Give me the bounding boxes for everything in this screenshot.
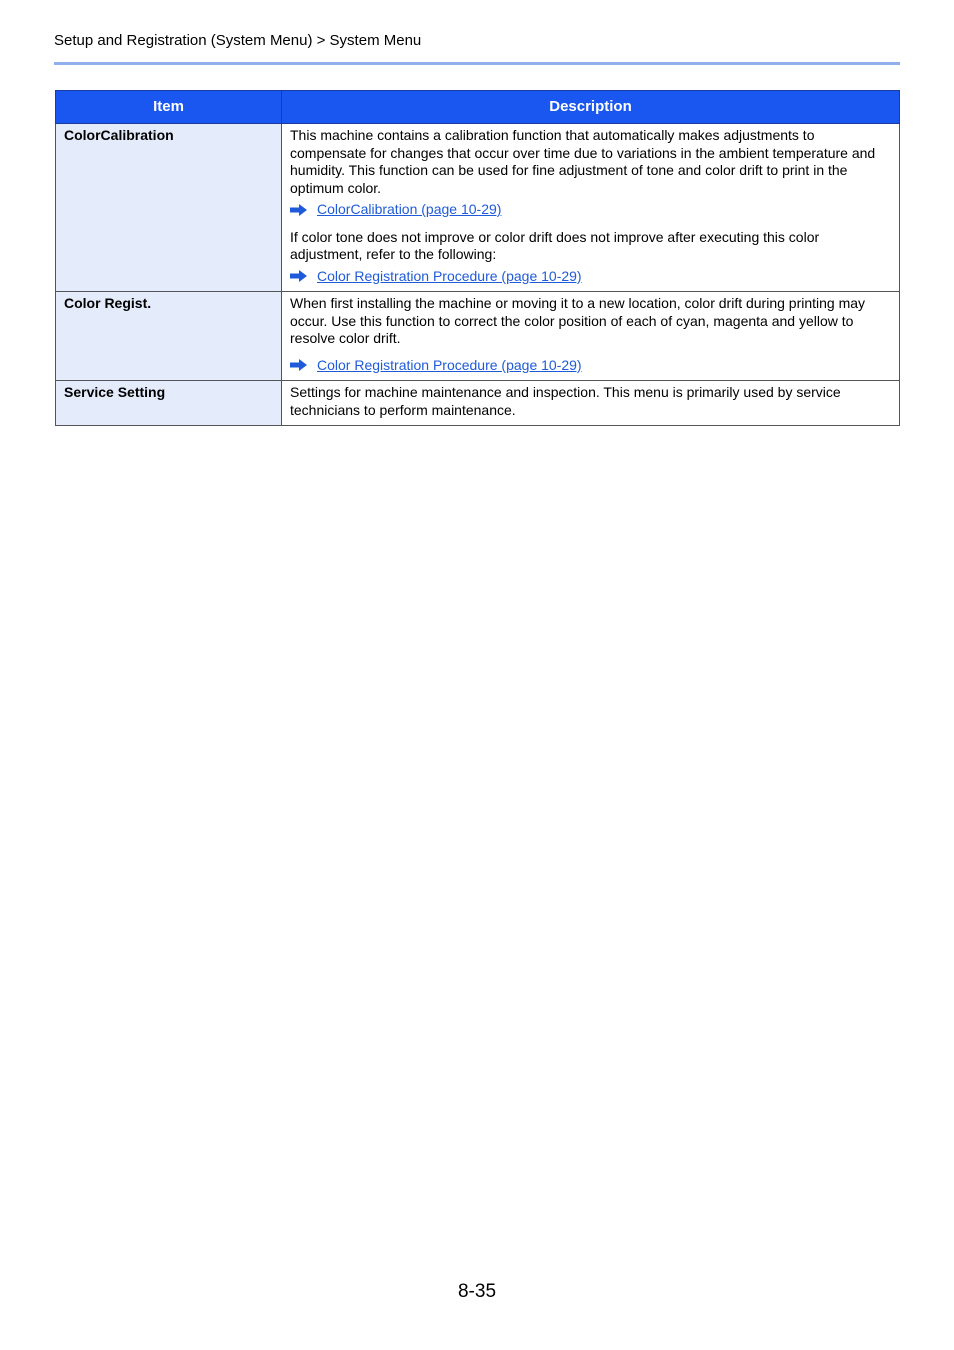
breadcrumb: Setup and Registration (System Menu) > System Menu bbox=[54, 32, 422, 49]
table-header-row bbox=[56, 91, 900, 124]
page-number: 8-35 bbox=[457, 1281, 497, 1302]
description-cell bbox=[282, 292, 900, 381]
item-name-color-calibration: ColorCalibration bbox=[56, 124, 282, 292]
description-cell bbox=[282, 124, 900, 292]
reference-link-row bbox=[290, 201, 891, 219]
table-row bbox=[56, 292, 900, 381]
item-name-color-regist: Color Regist. bbox=[56, 292, 282, 381]
item-name-service-setting: Service Setting bbox=[56, 381, 282, 426]
arrow-right-icon bbox=[290, 359, 307, 371]
column-header-description: Description bbox=[282, 91, 900, 124]
table-row bbox=[56, 124, 900, 292]
column-header-item: Item bbox=[56, 91, 282, 124]
arrow-right-icon bbox=[290, 270, 307, 282]
description-text: This machine contains a calibration function that automatically makes adjustments to compensate for changes that occur over time due to variations in the ambient temperature and humidity. This function can be used for fine adjustment of tone and color drift to print in the optimum color. bbox=[290, 127, 876, 196]
description-text: When first installing the machine or moving it to a new location, color drift during printing may occur. Use this function to correct the color position of each of cyan, magenta and yellow to resolve color drift. bbox=[290, 295, 866, 346]
color-calibration-link[interactable]: ColorCalibration (page 10-29) bbox=[317, 201, 502, 217]
reference-link-row bbox=[290, 268, 891, 286]
header-rule bbox=[54, 62, 900, 65]
description-text: Settings for machine maintenance and inspection. This menu is primarily used by service technicians to perform maintenance. bbox=[290, 384, 841, 418]
system-menu-table bbox=[55, 90, 900, 426]
description-cell bbox=[282, 381, 900, 426]
color-registration-procedure-link[interactable]: Color Registration Procedure (page 10-29) bbox=[317, 267, 582, 284]
reference-link-row bbox=[290, 357, 891, 375]
description-text: If color tone does not improve or color drift does not improve after executing this color adjustment, refer to the following: bbox=[290, 228, 820, 262]
table-row bbox=[56, 381, 900, 426]
color-registration-procedure-link[interactable]: Color Registration Procedure (page 10-29) bbox=[317, 356, 582, 373]
arrow-right-icon bbox=[290, 204, 307, 216]
